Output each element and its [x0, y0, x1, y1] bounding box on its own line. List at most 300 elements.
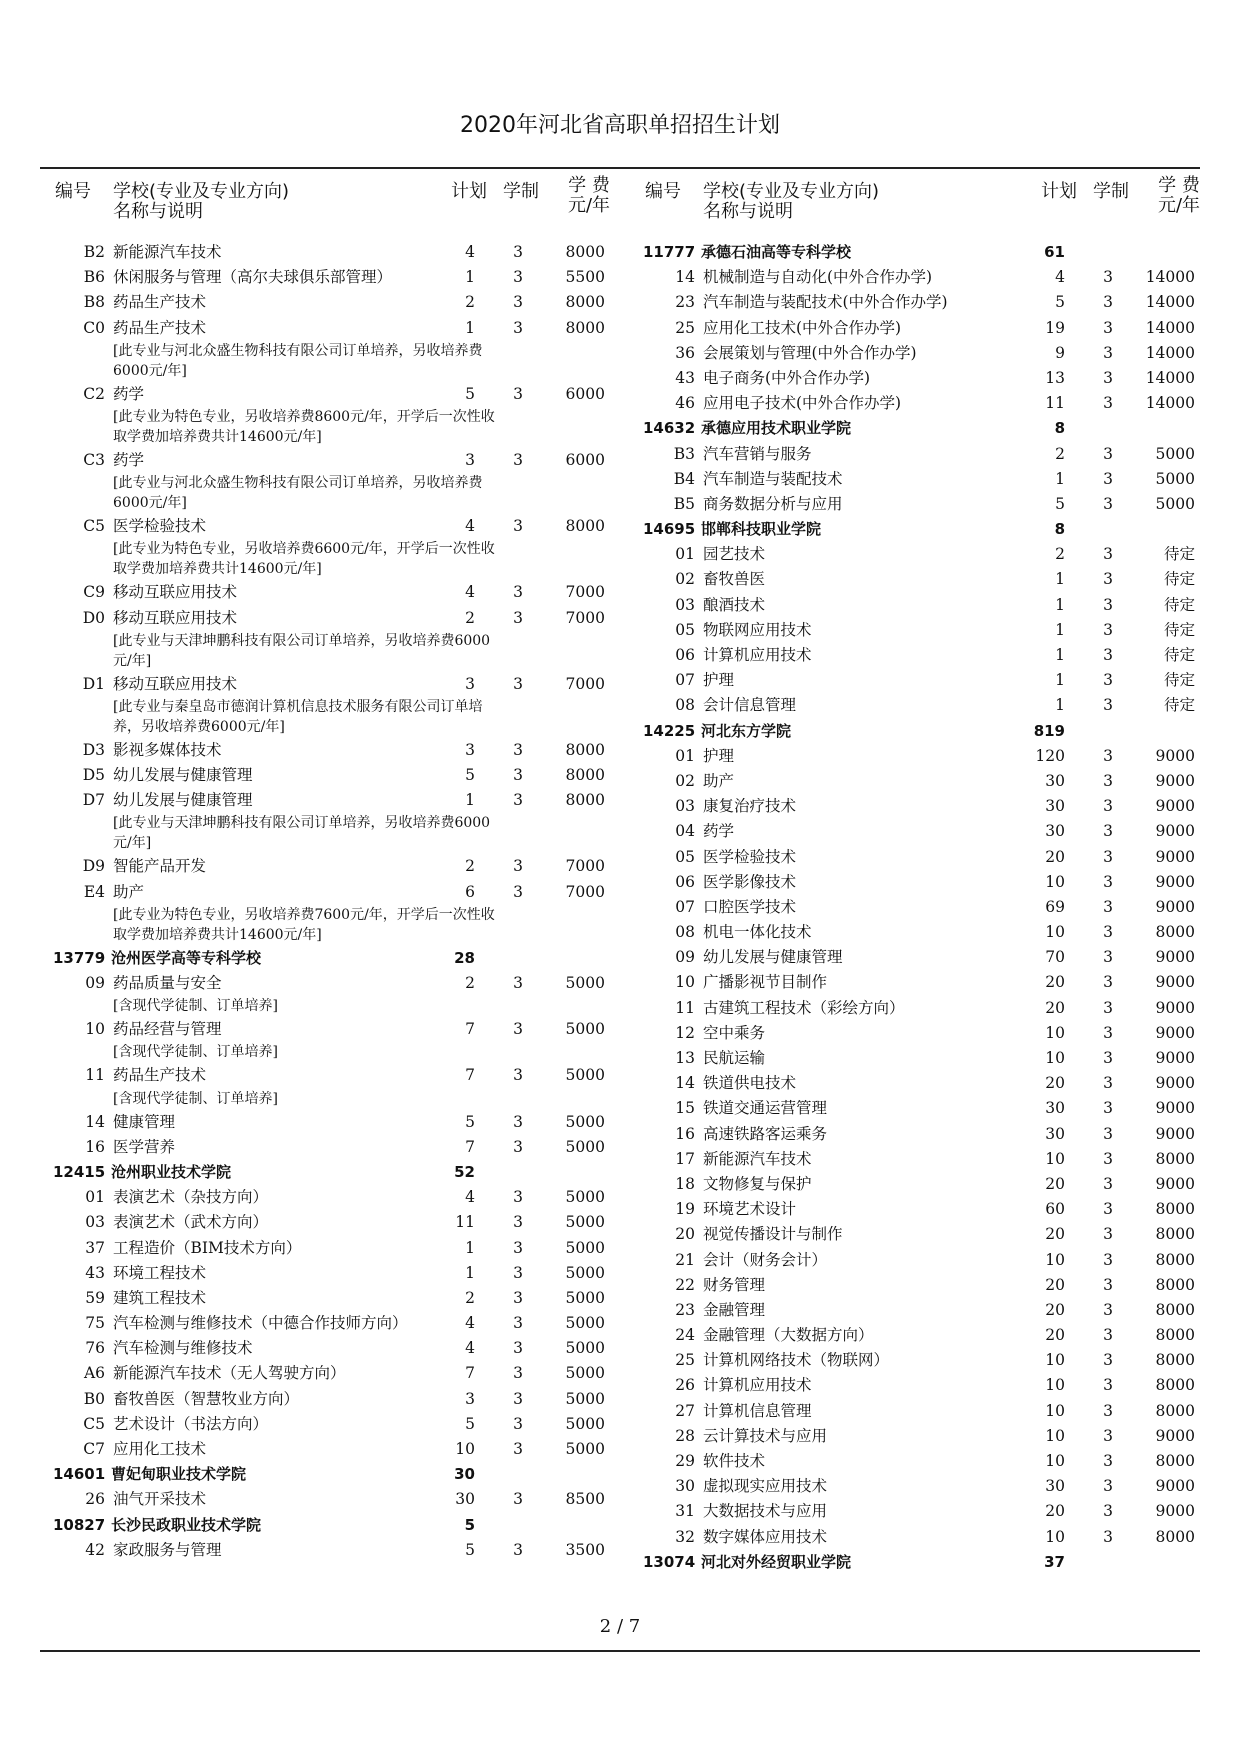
major-name: 酿酒技术	[703, 595, 766, 614]
major-row	[645, 1323, 1205, 1348]
major-plan: 1	[1055, 570, 1065, 589]
major-years: 3	[1103, 494, 1113, 513]
major-code: 16	[85, 1137, 105, 1156]
major-plan: 1	[1055, 469, 1065, 488]
major-fee: 9000	[1155, 948, 1195, 967]
major-years: 3	[1103, 1275, 1113, 1294]
major-years: 3	[513, 583, 523, 602]
major-row	[645, 945, 1205, 970]
major-row	[645, 1525, 1205, 1550]
major-code: 37	[85, 1238, 105, 1257]
major-code: 28	[675, 1426, 695, 1445]
major-plan: 6	[465, 882, 475, 901]
major-name: 移动互联应用技术	[113, 583, 238, 602]
major-name: 油气开采技术	[113, 1490, 207, 1509]
major-code: 23	[675, 1300, 695, 1319]
major-years: 3	[513, 1066, 523, 1085]
major-code: 16	[675, 1124, 695, 1143]
major-code: 12	[675, 1023, 695, 1042]
major-name: 休闲服务与管理（高尔夫球俱乐部管理）	[113, 268, 393, 287]
major-code: 19	[675, 1200, 695, 1219]
major-fee: 14000	[1145, 394, 1195, 413]
major-years: 3	[1103, 1099, 1113, 1118]
major-years: 3	[1103, 1174, 1113, 1193]
major-code: 14	[85, 1112, 105, 1131]
major-years: 3	[1103, 368, 1113, 387]
major-name: 应用化工技术(中外合作办学)	[703, 318, 902, 337]
major-plan: 1	[465, 1238, 475, 1257]
major-code: 10	[85, 1020, 105, 1039]
major-years: 3	[513, 674, 523, 693]
major-code: 30	[675, 1477, 695, 1496]
major-fee: 7000	[565, 674, 605, 693]
major-row	[55, 788, 615, 813]
major-years: 3	[1103, 1225, 1113, 1244]
major-years: 3	[513, 1137, 523, 1156]
major-name: 助产	[703, 771, 735, 790]
major-row	[645, 845, 1205, 870]
major-years: 3	[1103, 444, 1113, 463]
major-fee: 9000	[1155, 1426, 1195, 1445]
major-code: 02	[675, 771, 695, 790]
right-column	[643, 175, 1205, 1575]
major-name: 古建筑工程技术（彩绘方向）	[703, 998, 905, 1017]
major-name: 艺术设计（书法方向）	[113, 1414, 269, 1433]
major-fee: 8000	[565, 243, 605, 261]
major-name: 会计（财务会计）	[703, 1250, 828, 1269]
major-code: B5	[673, 494, 695, 513]
major-plan: 10	[1045, 1049, 1065, 1067]
major-code: 07	[675, 671, 695, 690]
major-years: 3	[1103, 1326, 1113, 1345]
major-plan: 30	[455, 1490, 475, 1509]
major-name: 药品经营与管理	[113, 1020, 222, 1039]
major-years: 3	[1103, 469, 1113, 488]
major-code: 25	[675, 1351, 695, 1370]
major-row	[55, 672, 615, 697]
major-fee: 8000	[1155, 1326, 1195, 1345]
major-years: 3	[1103, 1023, 1113, 1042]
major-code: 02	[675, 570, 695, 589]
major-name: 环境工程技术	[113, 1263, 207, 1282]
major-name: 畜牧兽医（智慧牧业方向）	[113, 1389, 300, 1408]
major-row	[55, 1387, 615, 1412]
major-plan: 10	[1045, 923, 1065, 942]
major-plan: 7	[465, 1066, 475, 1085]
school-code: 12415	[53, 1162, 106, 1181]
major-fee: 5000	[565, 1213, 605, 1232]
major-code: 59	[85, 1288, 105, 1307]
major-code: C5	[83, 517, 105, 536]
major-years: 3	[513, 1364, 523, 1383]
major-code: 08	[675, 923, 695, 942]
major-code: D0	[82, 608, 105, 627]
major-name: 药品生产技术	[113, 1066, 207, 1085]
major-years: 3	[513, 293, 523, 312]
major-row	[55, 1017, 615, 1042]
major-years: 3	[1103, 1477, 1113, 1496]
major-plan: 4	[1055, 268, 1065, 287]
major-years: 3	[1103, 998, 1113, 1017]
major-name: 药品生产技术	[113, 318, 207, 337]
major-name: 铁道交通运营管理	[703, 1099, 828, 1118]
major-fee: 5000	[565, 1288, 605, 1307]
major-code: B0	[83, 1389, 105, 1408]
school-name: 河北东方学院	[701, 721, 792, 740]
major-code: 25	[675, 318, 695, 337]
major-row	[645, 1172, 1205, 1197]
school-plan: 8	[1054, 520, 1065, 539]
major-note: [含现代学徒制、订单培养]	[113, 1090, 278, 1107]
major-plan: 2	[465, 608, 475, 627]
major-plan: 1	[465, 1263, 475, 1282]
major-row	[55, 738, 615, 763]
school-row	[55, 946, 615, 971]
major-plan: 2	[465, 974, 475, 992]
major-plan: 9	[1055, 343, 1065, 362]
major-row	[645, 593, 1205, 618]
header-years: 学制	[503, 181, 539, 202]
major-row	[645, 265, 1205, 290]
major-row	[55, 448, 615, 473]
major-plan: 10	[1045, 1351, 1065, 1370]
major-name: 幼儿发展与健康管理	[703, 948, 843, 967]
major-name: 环境艺术设计	[703, 1200, 797, 1219]
major-plan: 10	[1045, 1376, 1065, 1395]
major-plan: 20	[1045, 1275, 1065, 1294]
major-fee: 14000	[1145, 368, 1195, 387]
major-fee: 待定	[1163, 545, 1195, 564]
major-years: 3	[513, 1263, 523, 1282]
major-row	[645, 618, 1205, 643]
major-years: 3	[1103, 1502, 1113, 1521]
major-name: 会计信息管理	[703, 696, 797, 715]
major-row	[55, 1311, 615, 1336]
major-code: 01	[85, 1188, 105, 1207]
major-code: 29	[675, 1452, 695, 1470]
major-row	[55, 1538, 615, 1563]
major-note: [此专业与天津坤鹏科技有限公司订单培养，另收培养费6000元/年]	[113, 815, 491, 852]
major-name: 铁道供电技术	[703, 1074, 797, 1093]
major-years: 3	[1103, 394, 1113, 413]
major-code: C9	[83, 583, 105, 602]
school-plan: 30	[454, 1465, 475, 1484]
major-fee: 9000	[1155, 797, 1195, 816]
major-fee: 5500	[565, 268, 605, 287]
major-years: 3	[1103, 620, 1113, 639]
major-fee: 5000	[565, 974, 605, 992]
major-years: 3	[513, 1389, 523, 1408]
major-plan: 10	[1045, 1401, 1065, 1420]
major-fee: 9000	[1155, 1124, 1195, 1143]
school-plan: 28	[454, 948, 475, 967]
major-plan: 5	[465, 1112, 475, 1131]
page-title: 2020年河北省高职单招招生计划	[460, 113, 780, 138]
major-plan: 20	[1045, 1074, 1065, 1093]
major-name: 应用电子技术(中外合作办学)	[703, 394, 902, 413]
major-fee: 待定	[1163, 595, 1195, 614]
major-name: 财务管理	[703, 1275, 766, 1294]
header-name: 学校(专业及专业方向) 名称与说明	[703, 181, 880, 222]
major-name: 商务数据分析与应用	[703, 494, 843, 513]
major-fee: 5000	[565, 1389, 605, 1408]
major-fee: 7000	[565, 882, 605, 901]
school-row	[645, 1550, 1205, 1575]
major-code: B3	[673, 444, 695, 463]
major-fee: 待定	[1163, 570, 1195, 589]
major-code: 01	[675, 545, 695, 564]
major-row	[55, 1063, 615, 1088]
major-years: 3	[1103, 872, 1113, 891]
major-fee: 5000	[565, 1364, 605, 1383]
major-fee: 9000	[1155, 1502, 1195, 1521]
major-name: 幼儿发展与健康管理	[113, 791, 253, 810]
school-row	[55, 1160, 615, 1185]
major-note: [此专业为特色专业，另收培养费6600元/年，开学后一次性收取学费加培养费共计14600元/年]	[113, 541, 495, 578]
major-plan: 2	[1055, 545, 1065, 564]
major-years: 3	[1103, 1049, 1113, 1067]
major-plan: 10	[1045, 1452, 1065, 1470]
major-years: 3	[513, 1314, 523, 1333]
major-plan: 5	[465, 384, 475, 403]
major-row	[55, 1336, 615, 1361]
major-years: 3	[513, 1440, 523, 1458]
major-name: 移动互联应用技术	[113, 608, 238, 627]
major-row	[645, 1021, 1205, 1046]
major-fee: 6000	[565, 384, 605, 403]
major-name: 民航运输	[703, 1049, 766, 1067]
major-name: 医学检验技术	[703, 847, 797, 866]
major-name: 医学营养	[113, 1137, 176, 1156]
major-code: 32	[675, 1527, 695, 1546]
major-row	[55, 1487, 615, 1512]
major-years: 3	[513, 1288, 523, 1307]
major-code: 01	[675, 746, 695, 765]
major-row	[645, 970, 1205, 995]
major-plan: 10	[1045, 1527, 1065, 1546]
major-fee: 5000	[1155, 444, 1195, 463]
bottom-rule	[40, 1650, 1200, 1652]
major-code: 17	[675, 1149, 695, 1168]
major-fee: 9000	[1155, 822, 1195, 841]
major-code: 18	[675, 1174, 695, 1193]
major-code: B4	[673, 469, 695, 488]
major-fee: 14000	[1145, 318, 1195, 337]
major-code: 75	[85, 1314, 105, 1333]
major-plan: 20	[1045, 1326, 1065, 1345]
major-name: 新能源汽车技术	[113, 243, 222, 261]
major-fee: 8000	[1155, 1401, 1195, 1420]
major-fee: 9000	[1155, 1174, 1195, 1193]
school-code: 13074	[643, 1552, 696, 1571]
major-name: 建筑工程技术	[113, 1288, 207, 1307]
major-plan: 1	[465, 791, 475, 810]
major-years: 3	[513, 318, 523, 337]
major-years: 3	[1103, 1351, 1113, 1370]
school-name: 长沙民政职业技术学院	[111, 1515, 262, 1534]
major-name: 药品质量与安全	[113, 974, 222, 992]
major-years: 3	[513, 608, 523, 627]
major-plan: 1	[1055, 646, 1065, 664]
school-name: 沧州医学高等专科学校	[111, 948, 262, 967]
major-code: 15	[675, 1099, 695, 1118]
major-plan: 30	[1045, 1124, 1065, 1143]
major-fee: 待定	[1163, 646, 1195, 664]
major-name: 物联网应用技术	[703, 620, 812, 639]
major-code: 42	[85, 1540, 105, 1559]
major-code: A6	[83, 1364, 105, 1383]
major-note: [此专业与天津坤鹏科技有限公司订单培养，另收培养费6000元/年]	[113, 632, 491, 669]
major-name: 护理	[703, 746, 735, 765]
major-fee: 9000	[1155, 1023, 1195, 1042]
major-row	[645, 870, 1205, 895]
major-name: 医学影像技术	[703, 872, 797, 891]
major-years: 3	[513, 1540, 523, 1559]
major-code: 03	[675, 797, 695, 816]
page-number: 2 / 7	[599, 1616, 641, 1637]
major-plan: 1	[1055, 595, 1065, 614]
school-code: 10827	[53, 1515, 106, 1534]
major-row	[55, 1185, 615, 1210]
major-row	[55, 514, 615, 539]
major-code: 21	[675, 1250, 695, 1269]
major-code: 27	[675, 1401, 695, 1420]
major-fee: 待定	[1163, 671, 1195, 690]
major-row	[645, 442, 1205, 467]
major-years: 3	[513, 1020, 523, 1039]
major-plan: 20	[1045, 847, 1065, 866]
major-years: 3	[513, 517, 523, 536]
major-code: 09	[85, 974, 105, 992]
major-row	[55, 854, 615, 879]
major-years: 3	[1103, 1149, 1113, 1168]
major-fee: 8000	[1155, 1376, 1195, 1395]
major-plan: 20	[1045, 1225, 1065, 1244]
major-code: 43	[675, 368, 695, 387]
major-code: E4	[83, 882, 105, 901]
major-name: 大数据技术与应用	[703, 1502, 828, 1521]
major-row	[645, 643, 1205, 668]
major-row	[645, 794, 1205, 819]
major-name: 电子商务(中外合作办学)	[703, 368, 871, 387]
major-fee: 待定	[1163, 620, 1195, 639]
header-fee: 学 费 元/年	[567, 175, 611, 216]
major-row	[55, 763, 615, 788]
major-plan: 4	[465, 583, 475, 602]
major-fee: 8000	[1155, 1225, 1195, 1244]
major-plan: 30	[1045, 771, 1065, 790]
major-plan: 3	[465, 674, 475, 693]
major-row	[645, 1122, 1205, 1147]
school-row	[645, 517, 1205, 542]
major-plan: 5	[465, 1414, 475, 1433]
school-name: 曹妃甸职业技术学院	[111, 1465, 247, 1484]
major-fee: 9000	[1155, 847, 1195, 866]
major-code: 23	[675, 293, 695, 312]
major-name: 新能源汽车技术	[703, 1149, 812, 1168]
major-years: 3	[1103, 646, 1113, 664]
major-years: 3	[1103, 1426, 1113, 1445]
major-row	[55, 1210, 615, 1235]
major-plan: 30	[1045, 1099, 1065, 1118]
major-row	[55, 1261, 615, 1286]
major-row	[645, 1197, 1205, 1222]
school-code: 14225	[643, 721, 696, 740]
major-plan: 1	[465, 318, 475, 337]
school-row	[645, 416, 1205, 441]
major-code: B6	[83, 268, 105, 287]
major-plan: 120	[1035, 746, 1065, 765]
major-fee: 9000	[1155, 973, 1195, 992]
major-fee: 8000	[565, 517, 605, 536]
major-plan: 13	[1045, 368, 1065, 387]
major-plan: 20	[1045, 1502, 1065, 1521]
major-name: 康复治疗技术	[703, 797, 797, 816]
major-plan: 2	[1055, 444, 1065, 463]
major-row	[645, 467, 1205, 492]
major-row	[645, 895, 1205, 920]
major-years: 3	[513, 791, 523, 810]
major-years: 3	[513, 268, 523, 287]
major-plan: 30	[1045, 1477, 1065, 1496]
major-code: C3	[83, 450, 105, 469]
major-code: 06	[675, 872, 695, 891]
major-plan: 70	[1045, 948, 1065, 967]
major-name: 工程造价（BIM技术方向）	[113, 1238, 302, 1257]
major-code: C2	[83, 384, 105, 403]
major-fee: 8000	[1155, 1452, 1195, 1470]
school-name: 邯郸科技职业学院	[701, 520, 822, 539]
major-name: 汽车检测与维修技术（中德合作技师方向）	[113, 1314, 408, 1333]
major-row	[645, 819, 1205, 844]
major-plan: 1	[465, 268, 475, 287]
major-fee: 8000	[1155, 1250, 1195, 1269]
major-fee: 9000	[1155, 1049, 1195, 1067]
major-name: 机械制造与自动化(中外合作办学)	[703, 268, 933, 287]
major-row	[645, 1147, 1205, 1172]
major-fee: 5000	[565, 1314, 605, 1333]
major-plan: 11	[1045, 394, 1065, 413]
table-header-right	[645, 175, 1205, 240]
major-code: C5	[83, 1414, 105, 1433]
major-code: 06	[675, 646, 695, 664]
major-plan: 4	[465, 243, 475, 261]
major-code: D1	[82, 674, 105, 693]
major-code: 13	[675, 1049, 695, 1067]
major-fee: 5000	[565, 1238, 605, 1257]
major-name: 医学检验技术	[113, 517, 207, 536]
major-plan: 69	[1045, 897, 1065, 916]
major-years: 3	[1103, 847, 1113, 866]
major-row	[645, 1096, 1205, 1121]
major-name: 幼儿发展与健康管理	[113, 766, 253, 785]
major-plan: 30	[1045, 822, 1065, 841]
major-plan: 7	[465, 1137, 475, 1156]
major-row	[645, 920, 1205, 945]
major-years: 3	[1103, 595, 1113, 614]
major-years: 3	[1103, 268, 1113, 287]
major-row	[645, 1046, 1205, 1071]
major-row	[55, 880, 615, 905]
major-row	[645, 1273, 1205, 1298]
header-plan: 计划	[1041, 181, 1077, 202]
major-row	[55, 1361, 615, 1386]
major-name: 表演艺术（杂技方向）	[113, 1188, 269, 1207]
major-row	[645, 693, 1205, 718]
header-code: 编号	[55, 181, 91, 202]
major-fee: 8000	[1155, 923, 1195, 942]
major-plan: 4	[465, 517, 475, 536]
